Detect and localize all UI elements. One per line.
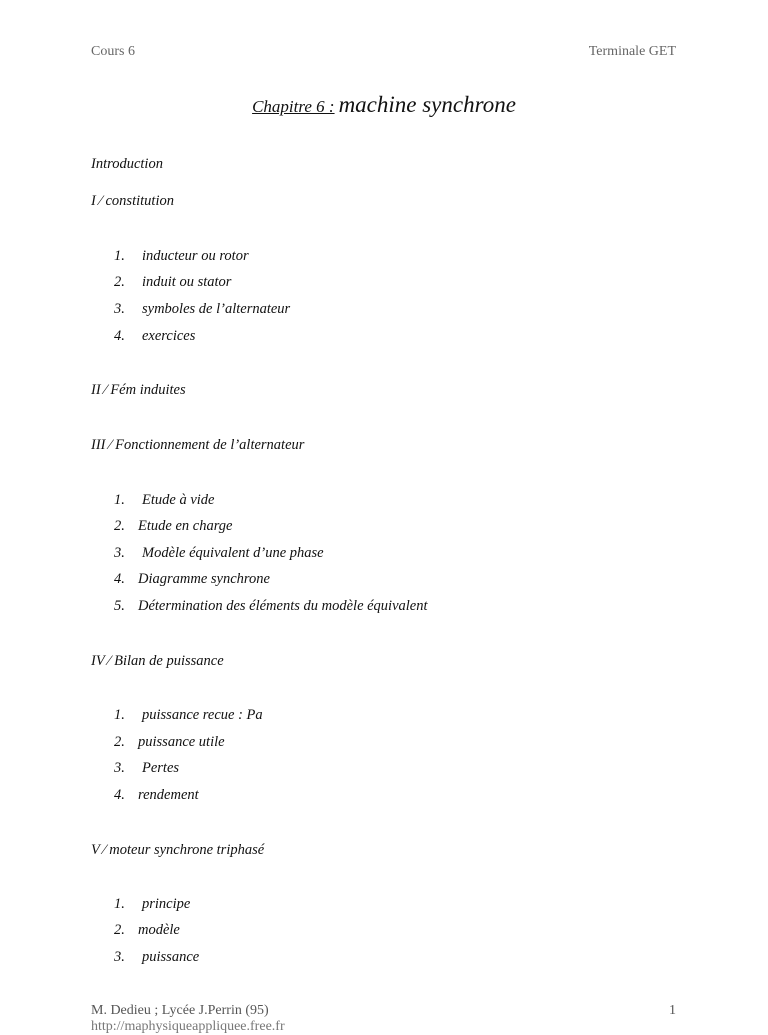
toc-item: induit ou stator [142, 274, 232, 290]
toc-item: rendement [138, 787, 199, 803]
toc-item-number: 2. [114, 518, 125, 534]
toc-item: puissance utile [138, 734, 225, 750]
toc-section-heading: IV ∕ Bilan de puissance [91, 653, 224, 669]
toc-section-heading: V ∕ moteur synchrone triphasé [91, 842, 265, 858]
toc-item: symboles de l’alternateur [142, 301, 291, 317]
toc-section-heading: II ∕ Fém induites [91, 382, 186, 398]
chapter-label: Chapitre 6 : [252, 97, 335, 116]
toc-item: puissance [142, 949, 200, 965]
toc-item-number: 1. [114, 896, 125, 912]
toc-item: puissance recue : Pa [142, 707, 263, 723]
toc-item: Pertes [142, 760, 180, 776]
footer-url: http://maphysiqueappliquee.free.fr [91, 1019, 285, 1034]
toc-item: Diagramme synchrone [138, 571, 270, 587]
toc-item-number: 5. [114, 598, 125, 614]
toc-item: Modèle équivalent d’une phase [142, 545, 324, 561]
toc-item-number: 3. [114, 760, 125, 776]
toc-item-number: 4. [114, 571, 125, 587]
toc-section-heading: III ∕ Fonctionnement de l’alternateur [91, 437, 305, 453]
header-class: Terminale GET [588, 44, 676, 59]
toc-item-number: 4. [114, 787, 125, 803]
toc-item: Etude à vide [142, 492, 215, 508]
toc-item: modèle [138, 922, 180, 938]
toc-item-number: 3. [114, 545, 125, 561]
toc-item: principe [142, 896, 191, 912]
toc-section-heading: I ∕ constitution [91, 193, 174, 209]
toc-item-number: 3. [114, 301, 125, 317]
toc-item: inducteur ou rotor [142, 248, 249, 264]
toc-item-number: 1. [114, 492, 125, 508]
page-number: 1 [669, 1003, 676, 1018]
toc-item: exercices [142, 328, 196, 344]
toc-item: Détermination des éléments du modèle équivalent [138, 598, 428, 614]
toc-item-number: 1. [114, 248, 125, 264]
toc-item-number: 3. [114, 949, 125, 965]
toc-item-number: 2. [114, 274, 125, 290]
toc-item-number: 2. [114, 734, 125, 750]
toc-item-number: 1. [114, 707, 125, 723]
toc-item: Etude en charge [138, 518, 233, 534]
chapter-title: machine synchrone [338, 92, 516, 117]
toc-item-number: 2. [114, 922, 125, 938]
header-course: Cours 6 [91, 44, 135, 59]
footer-author: M. Dedieu ; Lycée J.Perrin (95) [91, 1003, 269, 1018]
toc-item-number: 4. [114, 328, 125, 344]
toc-introduction: Introduction [91, 156, 163, 172]
